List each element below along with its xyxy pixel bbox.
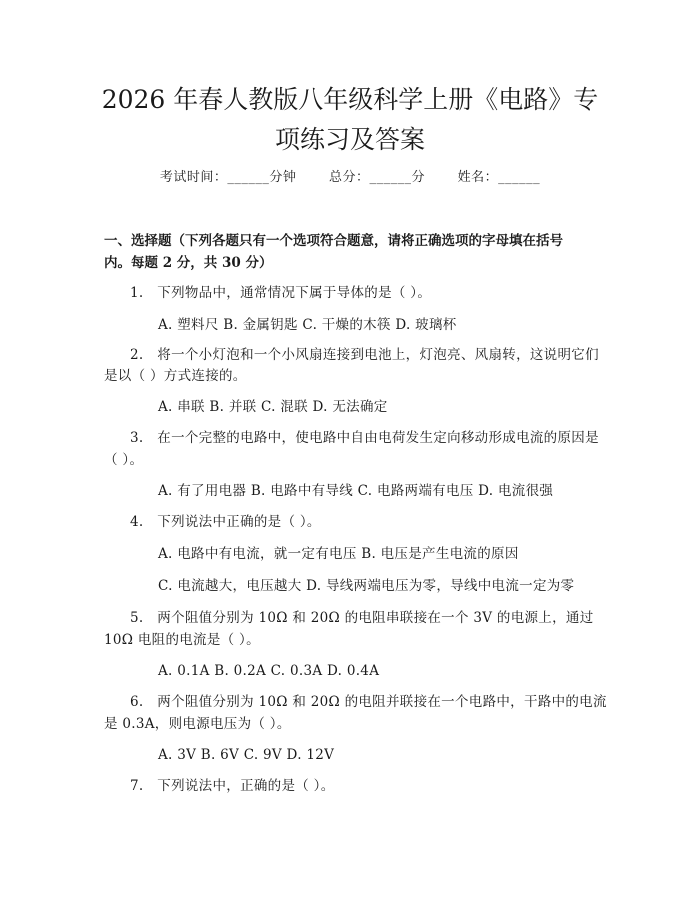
- question-5-options: A. 0.1A B. 0.2A C. 0.3A D. 0.4A: [158, 663, 380, 679]
- question-4-options-line-2: C. 电流越大，电压越大 D. 导线两端电压为零，导线中电流一定为零: [158, 578, 575, 594]
- question-7-text: 7. 下列说法中，正确的是（ ）。: [130, 778, 335, 794]
- question-3-options: A. 有了用电器 B. 电路中有导线 C. 电路两端有电压 D. 电流很强: [158, 483, 554, 499]
- document-title-line-1: 2026 年春人教版八年级科学上册《电路》专: [101, 85, 599, 114]
- exam-info-bar: [0, 168, 700, 188]
- question-6-options: A. 3V B. 6V C. 9V D. 12V: [158, 747, 335, 763]
- total-score-field: 总分：______分: [328, 170, 425, 185]
- student-name-field: 姓名：______: [457, 170, 541, 185]
- question-4-text: 4. 下列说法中正确的是（ ）。: [130, 514, 321, 530]
- section-heading-line-1: 一、选择题（下列各题只有一个选项符合题意，请将正确选项的字母填在括号: [104, 233, 563, 249]
- question-6-text-cont: 是 0.3A，则电源电压为（ ）。: [104, 716, 291, 732]
- document-title-line-2: 项练习及答案: [274, 125, 425, 154]
- question-3-text: 3. 在一个完整的电路中，使电路中自由电荷发生定向移动形成电流的原因是: [130, 430, 599, 446]
- question-2-options: A. 串联 B. 并联 C. 混联 D. 无法确定: [158, 399, 388, 415]
- question-1-text: 1. 下列物品中，通常情况下属于导体的是（ ）。: [130, 285, 432, 301]
- question-1-options: A. 塑料尺 B. 金属钥匙 C. 干燥的木筷 D. 玻璃杯: [158, 317, 457, 333]
- question-3-text-cont: （ ）。: [104, 452, 144, 468]
- question-6-text: 6. 两个阻值分别为 10Ω 和 20Ω 的电阻并联接在一个电路中，干路中的电流: [130, 694, 607, 710]
- question-4-options-line-1: A. 电路中有电流，就一定有电压 B. 电压是产生电流的原因: [158, 546, 519, 562]
- exam-time-field: 考试时间：______分钟: [159, 170, 297, 185]
- section-heading-line-2: 内。每题 2 分，共 30 分）: [104, 255, 273, 271]
- question-2-text-cont: 是以（ ）方式连接的。: [104, 368, 247, 384]
- question-5-text-cont: 10Ω 电阻的电流是（ ）。: [104, 632, 260, 648]
- question-2-text: 2. 将一个小灯泡和一个小风扇连接到电池上，灯泡亮、风扇转，这说明它们: [130, 347, 599, 363]
- question-5-text: 5. 两个阻值分别为 10Ω 和 20Ω 的电阻串联接在一个 3V 的电源上，通过: [130, 610, 594, 626]
